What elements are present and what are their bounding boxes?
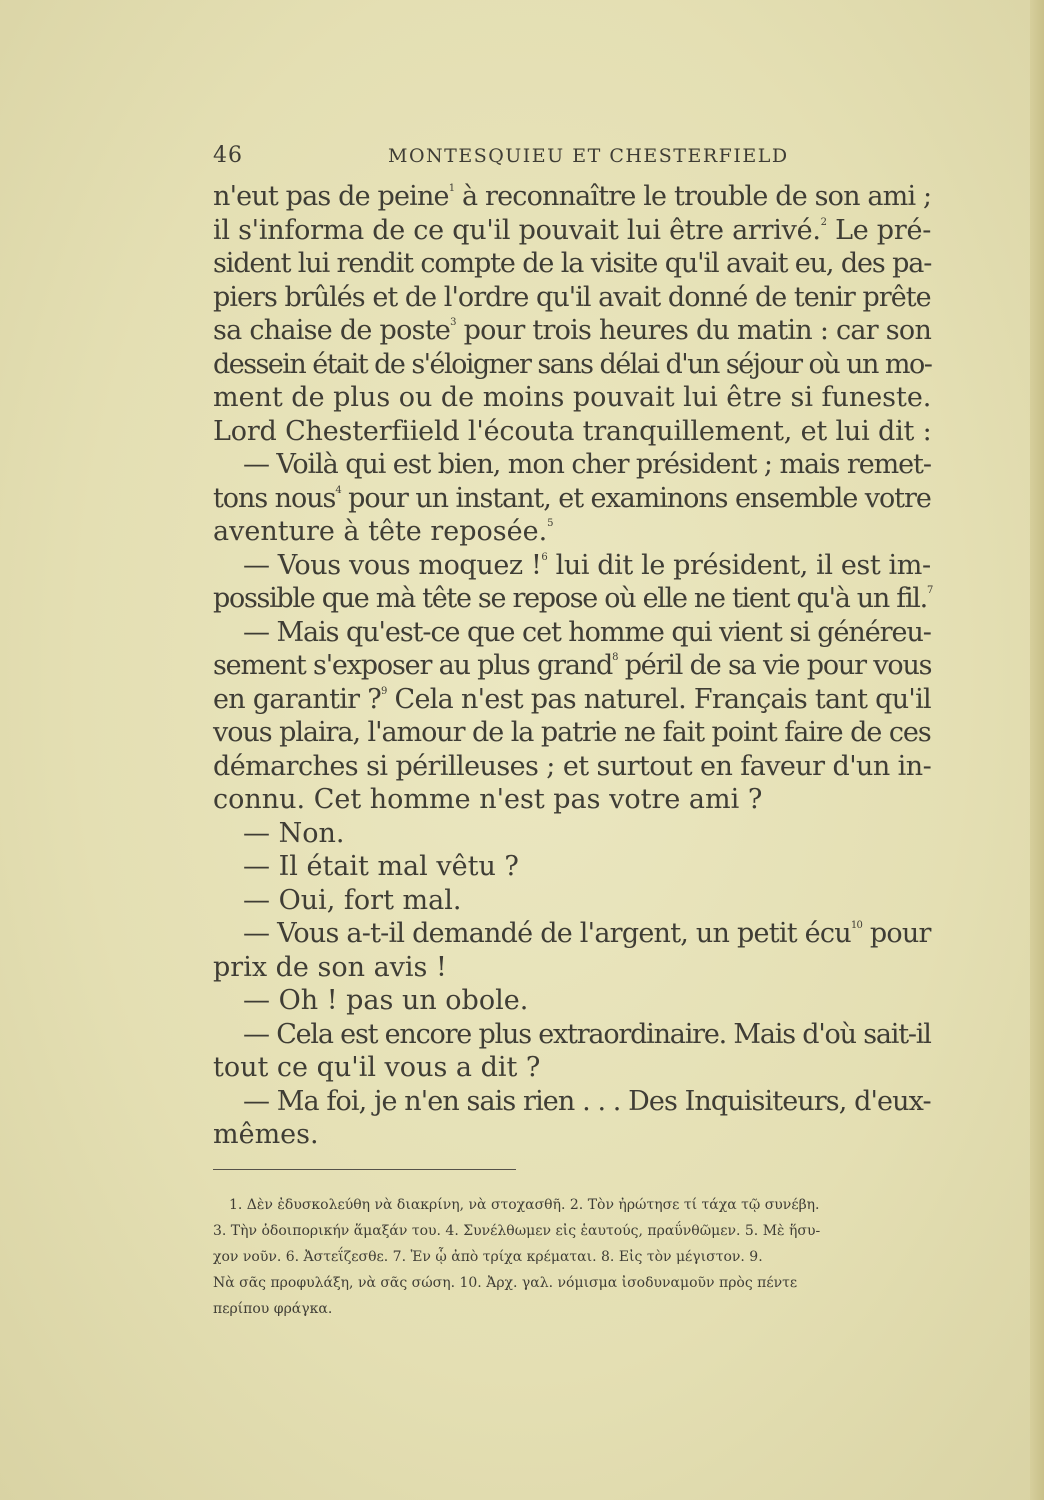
text-line xyxy=(213,984,931,1018)
text-run: — Il était mal vêtu ? xyxy=(243,851,519,882)
text-run: — Cela est encore plus extraordinaire. Mais d'où sait-il xyxy=(243,1018,931,1050)
footnote-line: Νὰ σᾶς προφυλάξη, νὰ σᾶς σώση. 10. Ἀρχ. γαλ. νόμισμα ἰσοδυναμοῦν πρὸς πέντε xyxy=(213,1275,798,1291)
text-run: sa chaise de poste xyxy=(213,315,451,346)
text-line xyxy=(213,1085,931,1119)
text-run: — Ma foi, je n'en sais rien . . . Des Inquisiteurs, d'eux- xyxy=(243,1085,931,1117)
text-line xyxy=(213,314,931,348)
text-run: aventure à tête reposée. xyxy=(213,516,548,547)
text-run: à reconnaître le trouble de son ami ; xyxy=(454,181,932,212)
footnotes xyxy=(213,1192,931,1322)
text-run: pour trois heures du matin : car son xyxy=(455,315,932,346)
text-run: il s'informa de ce qu'il pouvait lui être arrivé. xyxy=(213,214,821,246)
text-line xyxy=(213,180,931,214)
text-line xyxy=(213,683,931,717)
text-run: mêmes. xyxy=(213,1119,319,1150)
text-run: — Oh ! pas un obole. xyxy=(243,985,529,1016)
text-run: sement s'exposer au plus grand xyxy=(213,650,613,681)
text-line xyxy=(213,1118,931,1152)
text-line xyxy=(213,951,931,985)
text-line xyxy=(213,482,931,516)
text-run: ment de plus ou de moins pouvait lui être si funeste. xyxy=(213,382,932,413)
text-run: tout ce qu'il vous a dit ? xyxy=(213,1052,541,1083)
footnote-marker: 10 xyxy=(850,920,863,931)
text-run: pour un instant, et examinons ensemble votre xyxy=(340,482,931,514)
text-run: tons nous xyxy=(213,482,336,514)
text-run: démarches si périlleuses ; et surtout en faveur d'un in- xyxy=(213,750,932,782)
text-line xyxy=(213,214,931,248)
text-run: possible que mà tête se repose où elle ne tient qu'à un fil. xyxy=(213,583,927,614)
text-line xyxy=(213,415,931,449)
text-line xyxy=(213,750,931,784)
text-line xyxy=(213,247,931,281)
running-title: MONTESQUIEU ET CHESTERFIELD xyxy=(388,145,789,167)
footnote-line: 1. Δὲν ἐδυσκολεύθη νὰ διακρίνη, νὰ στοχασθῆ. 2. Τὸν ἠρώτησε τί τάχα τῷ συνέβη. xyxy=(229,1197,820,1213)
text-run: vous plaira, l'amour de la patrie ne fait point faire de ces xyxy=(213,717,931,748)
text-run: piers brûlés et de l'ordre qu'il avait donné de tenir prête xyxy=(213,281,931,313)
footnote-marker: 2 xyxy=(820,216,827,228)
text-run: Lord Chesterfiield l'écouta tranquillement, et lui dit : xyxy=(213,415,932,447)
footnote-rule xyxy=(213,1169,516,1170)
text-line xyxy=(213,582,931,616)
text-run: sident lui rendit compte de la visite qu'il avait eu, des pa- xyxy=(213,248,932,279)
text-line xyxy=(213,381,931,415)
footnote-marker: 4 xyxy=(335,484,341,496)
footnote-line: χον νοῦν. 6. Ἀστεΐζεσθε. 7. Ἐν ᾧ ἀπὸ τρίχα κρέμαται. 8. Εἰς τὸν μέγιστον. 9. xyxy=(213,1249,763,1265)
page-edge xyxy=(1030,0,1044,1500)
text-run: en garantir ? xyxy=(213,683,381,715)
text-line xyxy=(213,281,931,315)
text-line xyxy=(213,649,931,683)
footnote-marker: 1 xyxy=(448,183,455,194)
footnote-marker: 8 xyxy=(612,652,618,663)
text-run: — Vous a-t-il demandé de l'argent, un petit écu xyxy=(243,918,851,949)
text-run: — Oui, fort mal. xyxy=(243,884,462,916)
text-line xyxy=(213,348,931,382)
text-line xyxy=(213,515,931,549)
running-head xyxy=(213,143,931,173)
text-line xyxy=(213,850,931,884)
text-run: n'eut pas de peine xyxy=(213,181,449,212)
text-run: — Non. xyxy=(243,817,345,849)
text-line xyxy=(213,917,931,951)
text-run: lui dit le président, il est im- xyxy=(547,549,931,581)
footnote-marker: 3 xyxy=(450,317,456,328)
text-run: Cela n'est pas naturel. Français tant qu'il xyxy=(386,683,931,715)
text-line xyxy=(213,783,931,817)
text-run: péril de sa vie pour vous xyxy=(617,650,932,681)
text-run: — Vous vous moquez ! xyxy=(243,549,542,581)
text-line xyxy=(213,716,931,750)
text-line xyxy=(213,448,931,482)
text-run: — Mais qu'est-ce que cet homme qui vient si généreu- xyxy=(243,616,931,648)
footnote-marker: 9 xyxy=(381,685,387,697)
text-line xyxy=(213,884,931,918)
text-line xyxy=(213,817,931,851)
text-line xyxy=(213,616,931,650)
footnote-line: 3. Τὴν ὁδοιπορικήν ἅμαξάν του. 4. Συνέλθωμεν εἰς ἑαυτούς, πραΰνθῶμεν. 5. Μὲ ἥσυ- xyxy=(213,1223,821,1239)
text-line xyxy=(213,1018,931,1052)
footnote-line: περίπου φράγκα. xyxy=(213,1301,333,1317)
text-line xyxy=(213,1051,931,1085)
text-line xyxy=(213,549,931,583)
text-run: connu. Cet homme n'est pas votre ami ? xyxy=(213,784,763,815)
text-run: Le pré- xyxy=(826,214,932,246)
text-run: prix de son avis ! xyxy=(213,951,447,983)
text-run: pour xyxy=(862,918,931,949)
page-number: 46 xyxy=(213,143,243,168)
footnote-marker: 6 xyxy=(541,551,548,563)
footnote-marker: 5 xyxy=(547,518,554,529)
footnote-marker: 7 xyxy=(926,585,933,596)
body-text xyxy=(213,180,931,1152)
text-run: dessein était de s'éloigner sans délai d'un séjour où un mo- xyxy=(213,348,932,380)
text-run: — Voilà qui est bien, mon cher président ; mais remet- xyxy=(243,449,931,480)
